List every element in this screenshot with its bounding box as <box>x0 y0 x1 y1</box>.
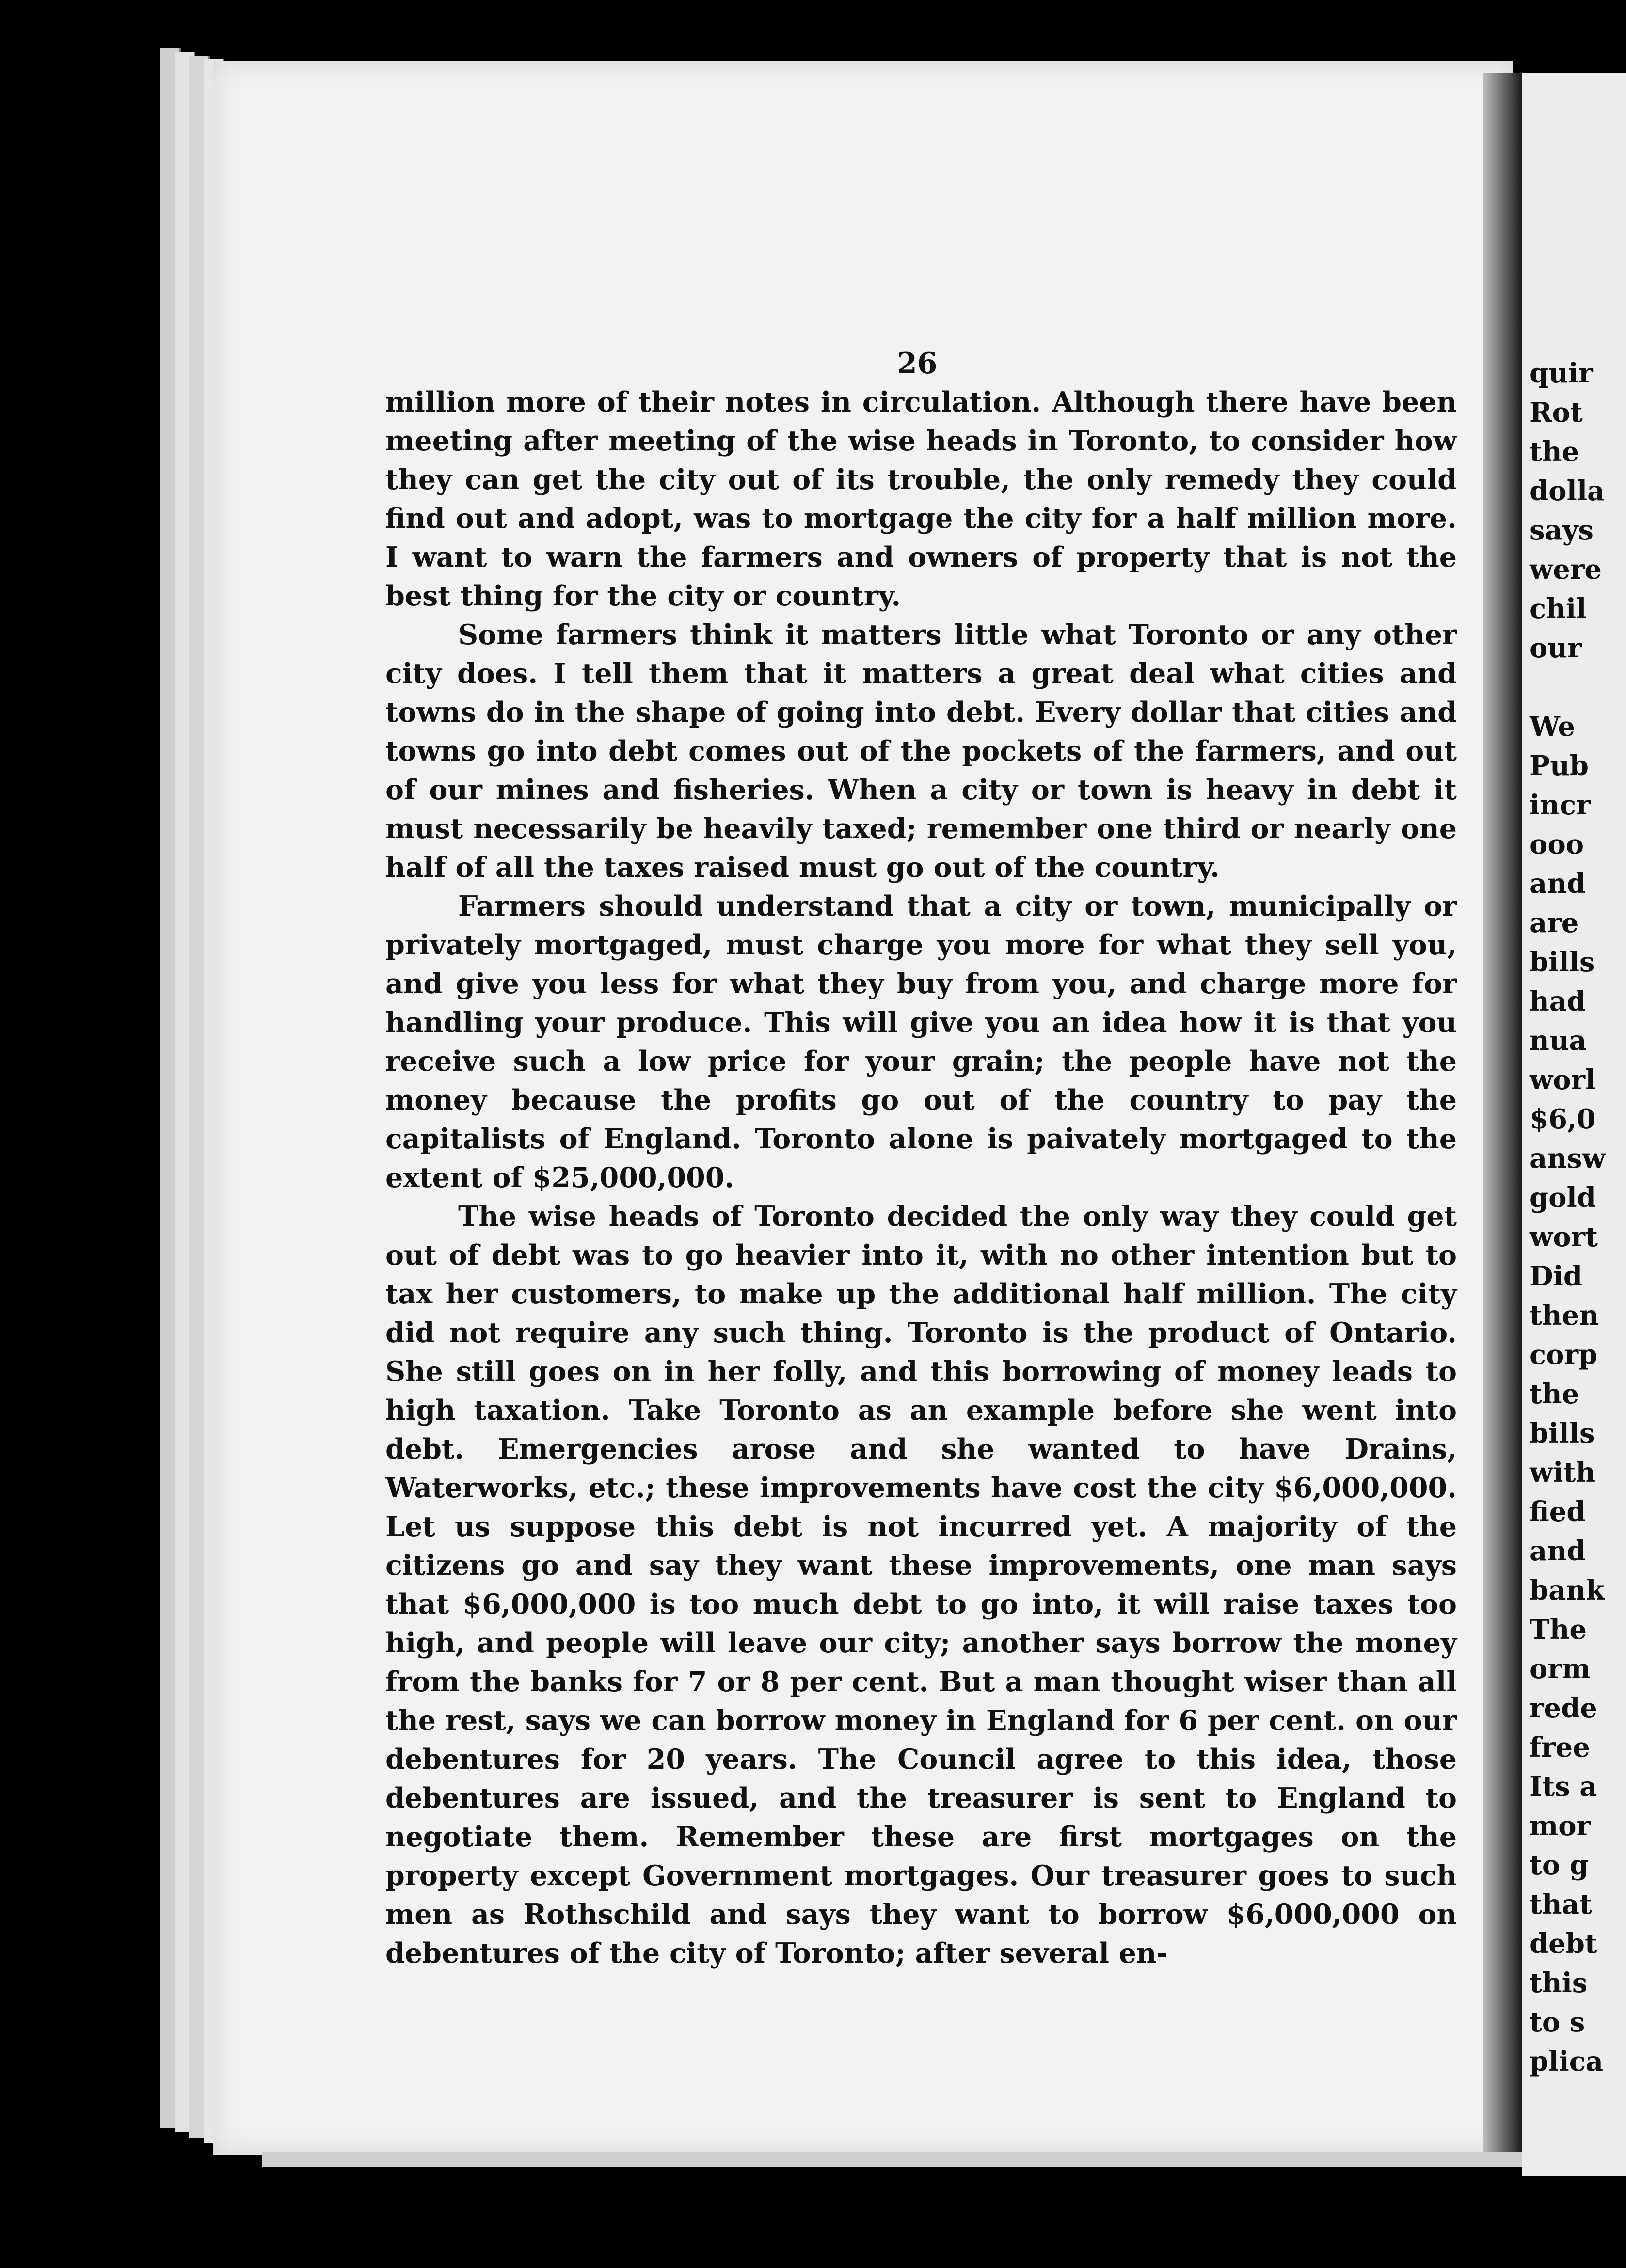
facing-page-line: says <box>1530 514 1594 546</box>
facing-page-line: rede <box>1530 1692 1597 1724</box>
facing-page-line: were <box>1530 554 1602 586</box>
facing-page-line: Rot <box>1530 397 1583 428</box>
paragraph-4: The wise heads of Toronto decided the only way they could get out of debt was to go heavier into it, with no other intention but to tax her customers, to make up the additional half million. The city did not require any such thing. Toronto is the product of Ontario. She still goes on in her folly, and this borrowing of money leads to high taxation. Take Toronto as an example before she went into debt. Emergencies arose and she wanted to have Drains, Waterworks, etc.; these improvements have cost the city $6,000,000. Let us suppose this debt is not incurred yet. A majority of the citizens go and say they want these improvements, one man says that $6,000,000 is too much debt to go into, it will raise taxes too high, and people will leave our city; another says borrow the money from the banks for 7 or 8 per cent. But a man thought wiser than all the rest, says we can borrow money in England for 6 per cent. on our debentures for 20 years. The Council agree to this idea, those debentures are issued, and the treasurer is sent to England to negotiate them. Remember these are first mortgages on the property except Government mortgages. Our treasurer goes to such men as Rothschild and says they want to borrow $6,000,000 on debentures of the city of Toronto; after several en- <box>385 1200 1457 1969</box>
facing-page-line: bills <box>1530 1417 1595 1449</box>
facing-page-line: nua <box>1530 1025 1587 1057</box>
facing-page-line: orm <box>1530 1653 1591 1685</box>
facing-page-line: to s <box>1530 2006 1585 2038</box>
facing-page-line: had <box>1530 985 1586 1017</box>
facing-page-line: gold <box>1530 1182 1596 1214</box>
facing-page-line: free <box>1530 1731 1590 1763</box>
facing-page-line: plica <box>1530 2046 1604 2078</box>
facing-page-line: chil <box>1530 593 1587 625</box>
book-gutter <box>1483 73 1522 2157</box>
facing-page-line: worl <box>1530 1064 1596 1096</box>
facing-page-line: debt <box>1530 1928 1597 1960</box>
facing-page-line: The <box>1530 1614 1587 1646</box>
facing-page-line: that <box>1530 1888 1592 1920</box>
facing-page-line: the <box>1530 1378 1579 1410</box>
facing-page-line: Did <box>1530 1260 1582 1292</box>
facing-page-line: $6,0 <box>1530 1103 1596 1135</box>
facing-page-line: Pub <box>1530 750 1589 782</box>
facing-page-line: bills <box>1530 946 1595 978</box>
facing-page-line: incr <box>1530 789 1591 821</box>
facing-page-line: this <box>1530 1967 1588 1999</box>
facing-page-line: answ <box>1530 1142 1606 1174</box>
facing-page-line: fied <box>1530 1496 1586 1528</box>
page-body <box>385 383 1457 1973</box>
facing-page-line: to g <box>1530 1849 1589 1881</box>
facing-page-line: bank <box>1530 1574 1605 1606</box>
facing-page-line: with <box>1530 1457 1596 1489</box>
facing-page-line: the <box>1530 436 1579 468</box>
facing-page-line: our <box>1530 632 1582 664</box>
facing-page-text <box>1530 354 1606 2081</box>
paragraph-2: Some farmers think it matters little what Toronto or any other city does. I tell them that it matters a great deal what cities and towns do in the shape of going into debt. Every dollar that cities and towns go into debt comes out of the pockets of the farmers, and out of our mines and fisheries. When a city or town is heavy in debt it must necessarily be heavily taxed; remember one third or nearly one half of all the taxes raised must go out of the country. <box>385 619 1457 884</box>
facing-page-line: then <box>1530 1300 1599 1332</box>
facing-page-line: mor <box>1530 1810 1591 1842</box>
paragraph-3: Farmers should understand that a city or town, municipally or privately mortgaged, must charge you more for what they sell you, and give you less for what they buy from you, and charge more for handling your produce. This will give you an idea how it is that you receive such a low price for your grain; the people have not the money because the profits go out of the country to pay the capitalists of England. Toronto alone is paivately mortgaged to the extent of $25,000,000. <box>385 890 1457 1194</box>
page-bottom-edge <box>262 2152 1522 2167</box>
facing-page-line: quir <box>1530 357 1593 389</box>
facing-page <box>1522 73 1626 2176</box>
paragraph-1: million more of their notes in circulation. Although there have been meeting after meeting of the wise heads in Toronto, to consider how they can get the city out of its trouble, the only remedy they could find out and adopt, was to mortgage the city for a half million more. I want to warn the farmers and owners of property that is not the best thing for the city or country. <box>385 386 1457 612</box>
facing-page-line <box>1530 668 1606 707</box>
facing-page-line: wort <box>1530 1221 1598 1253</box>
facing-page-line: We <box>1530 711 1575 743</box>
facing-page-line: are <box>1530 907 1579 939</box>
facing-page-line: dolla <box>1530 475 1605 507</box>
facing-page-line: Its a <box>1530 1771 1597 1803</box>
facing-page-line: ooo <box>1530 828 1584 860</box>
facing-page-line: and <box>1530 868 1586 900</box>
page-number: 26 <box>897 347 938 381</box>
facing-page-line: and <box>1530 1535 1586 1567</box>
facing-page-line: corp <box>1530 1339 1598 1371</box>
